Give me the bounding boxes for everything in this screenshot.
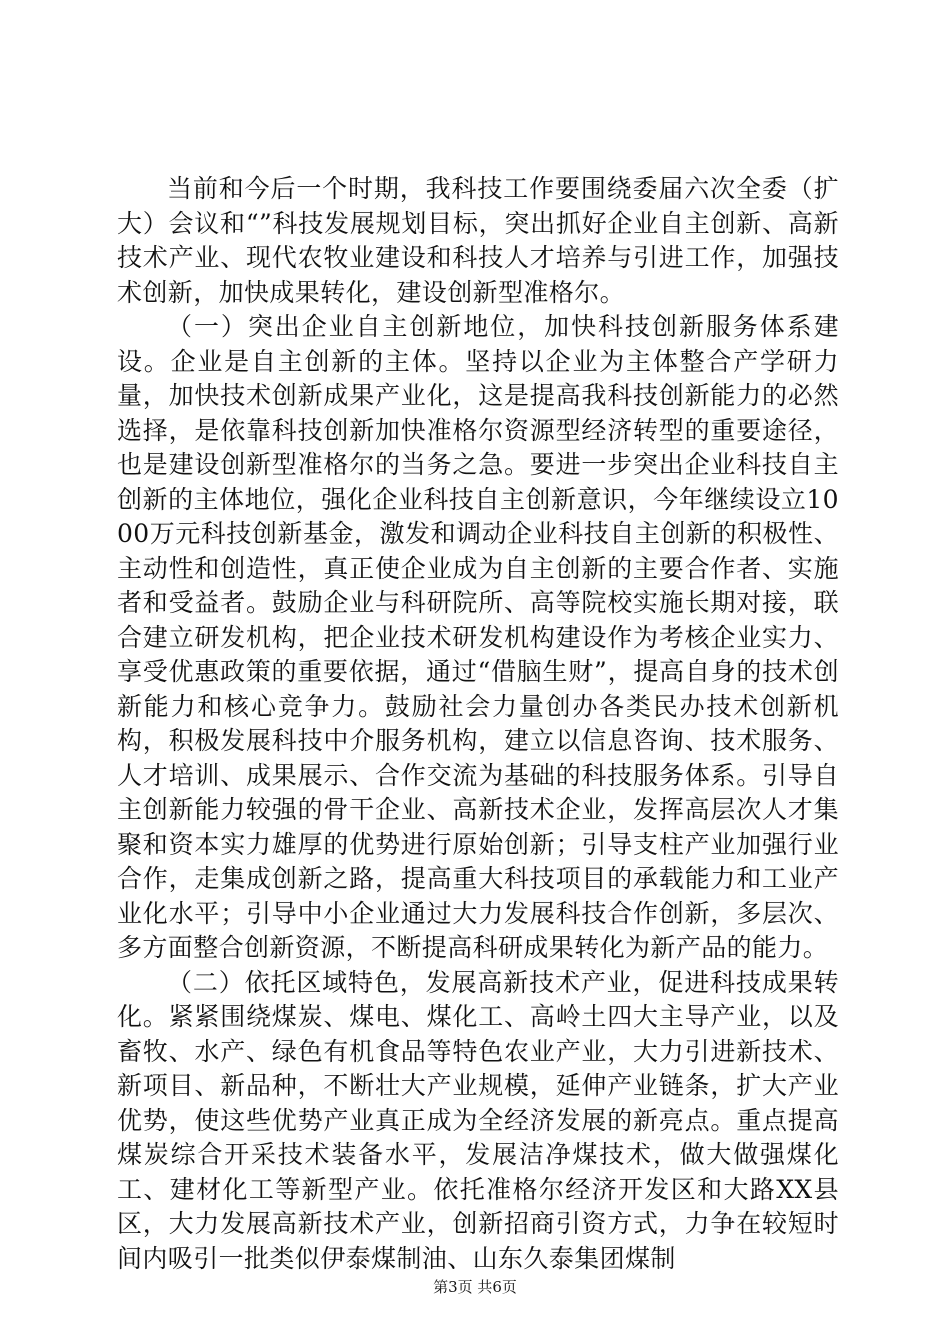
paragraph-section-one: （一）突出企业自主创新地位，加快科技创新服务体系建设。企业是自主创新的主体。坚持以企业为主体整合产学研力量，加快技术创新成果产业化，这是提高我科技创新能力的必然选择，是依靠科技创新加快准格尔资源型经济转型的重要途径，也是建设创新型准格尔的当务之急。要进一步突出企业科技自主创新的主体地位，强化企业科技自主创新意识，今年继续设立1000万元科技创新基金，激发和调动企业科技自主创新的积极性、主动性和创造性，真正使企业成为自主创新的主要合作者、实施者和受益者。鼓励企业与科研院所、高等院校实施长期对接，联合建立研发机构，把企业技术研发机构建设作为考核企业实力、享受优惠政策的重要依据，通过“借脑生财”，提高自身的技术创新能力和核心竞争力。鼓励社会力量创办各类民办技术创新机构，积极发展科技中介服务机构，建立以信息咨询、技术服务、人才培训、成果展示、合作交流为基础的科技服务体系。引导自主创新能力较强的骨干企业、高新技术企业，发挥高层次人才集聚和资本实力雄厚的优势进行原始创新；引导支柱产业加强行业合作，走集成创新之路，提高重大科技项目的承载能力和工业产业化水平；引导中小企业通过大力发展科技合作创新，多层次、多方面整合创新资源，不断提高科研成果转化为新产品的能力。 <box>117 312 839 962</box>
document-body <box>117 172 839 1276</box>
paragraph-intro: 当前和今后一个时期，我科技工作要围绕委届六次全委（扩大）会议和“”科技发展规划目标，突出抓好企业自主创新、高新技术产业、现代农牧业建设和科技人才培养与引进工作，加强技术创新，加快成果转化，建设创新型准格尔。 <box>117 174 839 307</box>
paragraph-section-two: （二）依托区域特色，发展高新技术产业，促进科技成果转化。紧紧围绕煤炭、煤电、煤化工、高岭土四大主导产业，以及畜牧、水产、绿色有机食品等特色农业产业，大力引进新技术、新项目、新品种，不断壮大产业规模，延伸产业链条，扩大产业优势，使这些优势产业真正成为全经济发展的新亮点。重点提高煤炭综合开采技术装备水平，发展洁净煤技术，做大做强煤化工、建材化工等新型产业。依托准格尔经济开发区和大路XX县区，大力发展高新技术产业，创新招商引资方式，力争在较短时间内吸引一批类似伊泰煤制油、山东久泰集团煤制 <box>117 967 839 1273</box>
page-footer: 第3页 共6页 <box>433 1278 517 1296</box>
